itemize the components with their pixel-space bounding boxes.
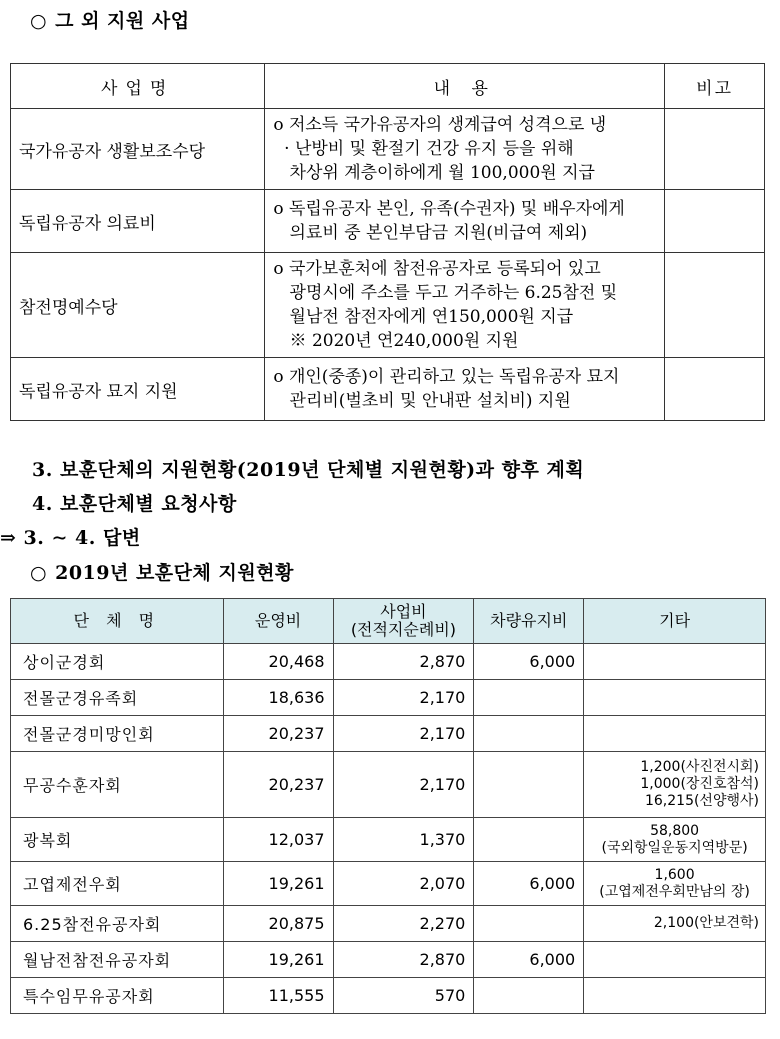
- operating-cost: 18,636: [223, 680, 333, 716]
- vehicle-cost: [474, 716, 584, 752]
- program-name: 국가유공자 생활보조수당: [11, 109, 265, 190]
- content-line: o 저소득 국가유공자의 생계급여 성격으로 냉: [273, 115, 607, 135]
- project-cost: 2,870: [333, 644, 474, 680]
- table-row: [11, 818, 766, 862]
- table-row: [11, 680, 766, 716]
- organization-name: 전몰군경유족회: [11, 680, 224, 716]
- support-programs-table: [10, 63, 765, 421]
- table-row: [11, 942, 766, 978]
- operating-cost: 11,555: [223, 978, 333, 1014]
- other-support: [584, 680, 766, 716]
- project-cost: 1,370: [333, 818, 474, 862]
- other-support-line: (국외항일운동지역방문): [601, 839, 748, 856]
- program-content: [265, 190, 665, 253]
- program-content: [265, 358, 665, 421]
- header-other: 기타: [584, 599, 766, 644]
- operating-cost: 19,261: [223, 862, 333, 906]
- project-cost: 2,170: [333, 752, 474, 818]
- other-support-line: 58,800: [650, 822, 700, 839]
- table-row: [11, 716, 766, 752]
- content-line: 차상위 계층이하에게 월 100,000원 지급: [273, 163, 595, 183]
- header-remarks: 비고: [665, 64, 765, 109]
- program-remarks: [665, 109, 765, 190]
- other-support: [584, 862, 766, 906]
- project-cost: 2,170: [333, 680, 474, 716]
- operating-cost: 20,875: [223, 906, 333, 942]
- content-line: 관리비(벌초비 및 안내판 설치비) 지원: [273, 391, 571, 411]
- section-heading-other-support: [30, 6, 190, 33]
- program-name: 독립유공자 의료비: [11, 190, 265, 253]
- program-remarks: [665, 253, 765, 358]
- table-header-row: [11, 599, 766, 644]
- program-name: 참전명예수당: [11, 253, 265, 358]
- organization-name: 6.25참전유공자회: [11, 906, 224, 942]
- header-content: 내 용: [265, 64, 665, 109]
- circle-bullet-icon: ○: [30, 10, 48, 32]
- operating-cost: 19,261: [223, 942, 333, 978]
- operating-cost: 20,237: [223, 716, 333, 752]
- content-line: · 난방비 및 환절기 건강 유지 등을 위해: [273, 139, 574, 159]
- organization-name: 전몰군경미망인회: [11, 716, 224, 752]
- other-support: [584, 752, 766, 818]
- header-program-name: 사업명: [11, 64, 265, 109]
- organization-name: 상이군경회: [11, 644, 224, 680]
- header-organization: 단 체 명: [11, 599, 224, 644]
- table-row: [11, 978, 766, 1014]
- program-remarks: [665, 190, 765, 253]
- other-support: [584, 942, 766, 978]
- vehicle-cost: 6,000: [474, 644, 584, 680]
- other-support: [584, 818, 766, 862]
- other-support: [584, 906, 766, 942]
- header-project-cost-line2: (전적지순례비): [350, 620, 457, 639]
- operating-cost: 12,037: [223, 818, 333, 862]
- vehicle-cost: [474, 752, 584, 818]
- other-support-line: 1,200(사진전시회): [640, 759, 759, 775]
- table-row: [11, 862, 766, 906]
- content-line: 광명시에 주소를 두고 거주하는 6.25참전 및: [273, 283, 618, 303]
- organization-name: 특수임무유공자회: [11, 978, 224, 1014]
- table-header-row: [11, 64, 765, 109]
- organization-name: 월남전참전유공자회: [11, 942, 224, 978]
- content-line: 의료비 중 본인부담금 지원(비급여 제외): [273, 223, 588, 243]
- table-row: [11, 253, 765, 358]
- table-row: [11, 752, 766, 818]
- project-cost: 2,270: [333, 906, 474, 942]
- content-line: o 독립유공자 본인, 유족(수권자) 및 배우자에게: [273, 199, 625, 219]
- other-support: [584, 716, 766, 752]
- project-cost: 570: [333, 978, 474, 1014]
- other-support-line: 2,100(안보견학): [653, 915, 759, 931]
- project-cost: 2,870: [333, 942, 474, 978]
- table-row: [11, 906, 766, 942]
- circle-bullet-icon: ○: [30, 562, 48, 584]
- vehicle-cost: 6,000: [474, 942, 584, 978]
- vehicle-cost: [474, 818, 584, 862]
- organization-name: 광복회: [11, 818, 224, 862]
- vehicle-cost: [474, 978, 584, 1014]
- project-cost: 2,170: [333, 716, 474, 752]
- table-row: [11, 358, 765, 421]
- section-heading-2019-support: [30, 558, 294, 585]
- table-row: [11, 644, 766, 680]
- organization-name: 고엽제전우회: [11, 862, 224, 906]
- vehicle-cost: [474, 906, 584, 942]
- organization-support-table: [10, 598, 766, 1014]
- organization-name: 무공수훈자회: [11, 752, 224, 818]
- operating-cost: 20,237: [223, 752, 333, 818]
- vehicle-cost: [474, 680, 584, 716]
- other-support-line: (고엽제전우회만남의 장): [599, 883, 750, 900]
- program-name: 독립유공자 묘지 지원: [11, 358, 265, 421]
- section-title: 그 외 지원 사업: [55, 10, 190, 32]
- answer-heading: ⇒ 3. ∼ 4. 답변: [0, 527, 141, 549]
- item-4-heading: 4. 보훈단체별 요청사항: [32, 493, 237, 515]
- program-remarks: [665, 358, 765, 421]
- project-cost: 2,070: [333, 862, 474, 906]
- header-operating-cost: 운영비: [223, 599, 333, 644]
- other-support-line: 1,600: [654, 866, 695, 883]
- other-support: [584, 978, 766, 1014]
- header-vehicle-cost: 차량유지비: [474, 599, 584, 644]
- content-line: o 개인(중종)이 관리하고 있는 독립유공자 묘지: [273, 367, 620, 387]
- item-3-heading: 3. 보훈단체의 지원현황(2019년 단체별 지원현황)과 향후 계획: [32, 459, 585, 481]
- content-line: ※ 2020년 연240,000원 지원: [273, 331, 519, 351]
- table-row: [11, 109, 765, 190]
- other-support-line: 16,215(선양행사): [644, 793, 759, 809]
- content-line: 월남전 참전자에게 연150,000원 지급: [273, 307, 574, 327]
- header-project-cost-line1: 사업비: [380, 602, 427, 621]
- table-row: [11, 190, 765, 253]
- other-support: [584, 644, 766, 680]
- program-content: [265, 109, 665, 190]
- other-support-line: 1,000(장진호참석): [640, 776, 759, 792]
- content-line: o 국가보훈처에 참전유공자로 등록되어 있고: [273, 259, 601, 279]
- section-title: 2019년 보훈단체 지원현황: [55, 562, 294, 584]
- vehicle-cost: 6,000: [474, 862, 584, 906]
- operating-cost: 20,468: [223, 644, 333, 680]
- program-content: [265, 253, 665, 358]
- header-project-cost: [333, 599, 474, 644]
